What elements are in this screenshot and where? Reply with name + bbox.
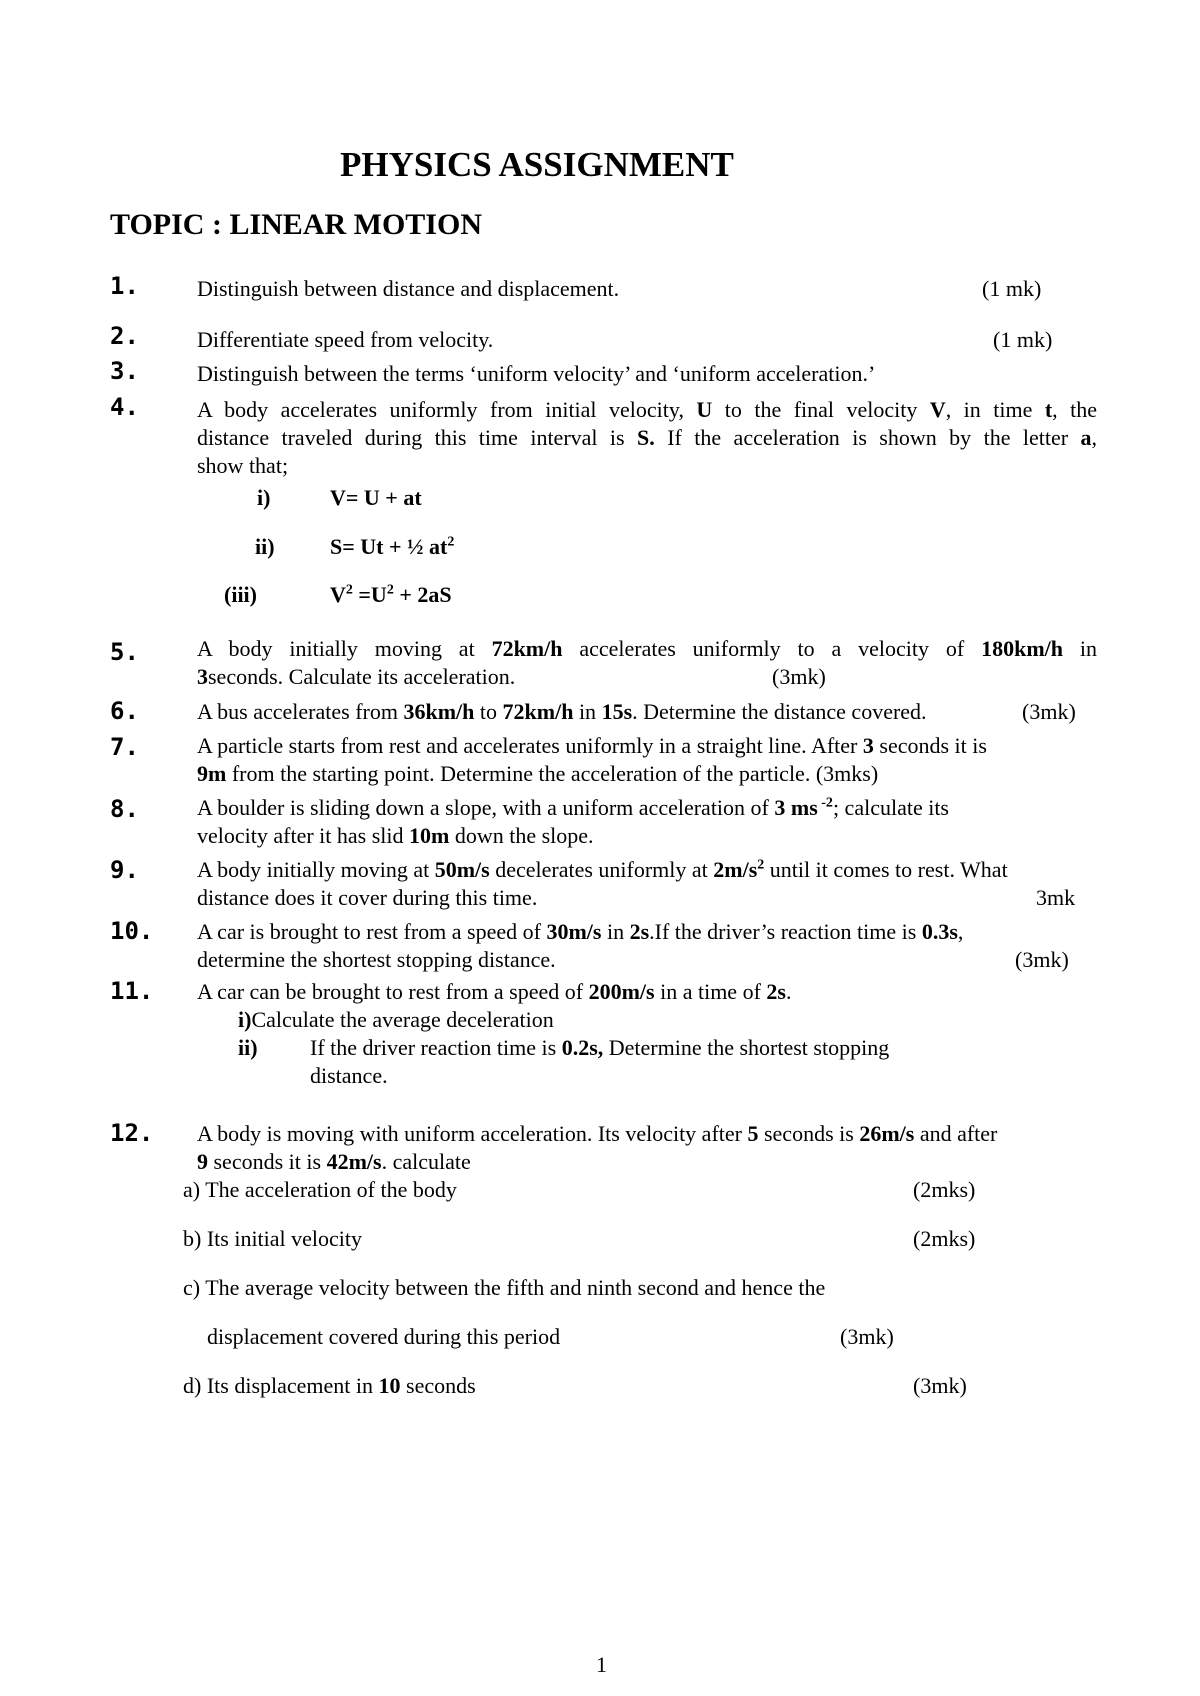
equation-3: $V^2 =U^2 + 2aS$ — [330, 582, 452, 607]
question-6-text: A bus accelerates from 36km/h to 72km/h in 15s. Determine the distance covered. — [197, 699, 927, 724]
equation-2: S= Ut + ½ $at^2$ — [330, 534, 455, 559]
equation-1: V= U + at — [330, 485, 422, 510]
question-9-line-2: distance does it cover during this time. — [197, 885, 538, 910]
question-5-number: 5. — [110, 638, 139, 666]
question-5-line-2: 3seconds. Calculate its acceleration. — [197, 664, 516, 689]
question-7-line-2: 9m from the starting point. Determine the acceleration of the particle. (3mks) — [197, 761, 879, 786]
question-11-number: 11. — [110, 977, 154, 1005]
page-number: 1 — [596, 1652, 607, 1677]
page-title: PHYSICS ASSIGNMENT — [340, 145, 734, 184]
question-12-part-c-mark: (3mk) — [840, 1324, 894, 1349]
question-8-line-1: A boulder is sliding down a slope, with a uniform acceleration of 3 ms $^{-2}$; calculate its — [197, 795, 949, 820]
question-3-number: 3. — [110, 357, 139, 385]
question-11-part-ii: If the driver reaction time is 0.2s, Determine the shortest stopping — [310, 1035, 890, 1060]
question-12-part-d-mark: (3mk) — [913, 1373, 967, 1398]
question-4-line-2: distance traveled during this time interval is S. If the acceleration is shown by the letter a, — [197, 425, 1097, 450]
topic-heading: TOPIC : LINEAR MOTION — [110, 208, 482, 241]
question-12-part-b-mark: (2mks) — [913, 1226, 976, 1251]
question-12-part-a: a) The acceleration of the body — [183, 1177, 457, 1202]
question-3-text: Distinguish between the terms ‘uniform velocity’ and ‘uniform acceleration.’ — [197, 361, 876, 386]
question-4-line-1: A body accelerates uniformly from initial velocity, U to the final velocity V, in time t, the — [197, 397, 1097, 422]
equation-1-label: i) — [257, 485, 271, 510]
question-9-number: 9. — [110, 856, 139, 884]
question-6-mark: (3mk) — [1022, 699, 1076, 724]
question-9-mark: 3mk — [1036, 885, 1076, 910]
question-5-mark: (3mk) — [772, 664, 826, 689]
question-2-number: 2. — [110, 322, 139, 350]
question-4-line-3: show that; — [197, 453, 289, 478]
question-10-line-1: A car is brought to rest from a speed of 30m/s in 2s.If the driver’s reaction time is 0.3s, — [197, 919, 964, 944]
question-12-part-a-mark: (2mks) — [913, 1177, 976, 1202]
question-1-text: Distinguish between distance and displacement. — [197, 276, 620, 301]
question-7-number: 7. — [110, 733, 139, 761]
question-11-part-ii-cont: distance. — [310, 1063, 388, 1088]
question-8-number: 8. — [110, 795, 139, 823]
question-11-line-1: A car can be brought to rest from a speed of 200m/s in a time of 2s. — [197, 979, 792, 1004]
equation-3-label: (iii) — [224, 582, 257, 607]
question-12-part-c-cont: displacement covered during this period — [207, 1324, 561, 1349]
question-5-line-1: A body initially moving at 72km/h accelerates uniformly to a velocity of 180km/h in — [197, 636, 1097, 661]
question-11-part-i: i)Calculate the average deceleration — [238, 1007, 554, 1032]
question-1-mark: (1 mk) — [982, 276, 1042, 301]
question-9-line-1: A body initially moving at 50m/s decelerates uniformly at $2m/s^2$ until it comes to rest. What — [197, 857, 1008, 882]
question-8-line-2: velocity after it has slid 10m down the slope. — [197, 823, 594, 848]
question-7-line-1: A particle starts from rest and accelerates uniformly in a straight line. After 3 seconds it is — [197, 733, 987, 758]
question-11-part-ii-label: ii) — [238, 1035, 258, 1060]
question-10-line-2: determine the shortest stopping distance. — [197, 947, 556, 972]
question-12-part-d: d) Its displacement in 10 seconds — [183, 1373, 476, 1398]
question-6-number: 6. — [110, 697, 139, 725]
question-4-number: 4. — [110, 393, 139, 421]
question-12-part-b: b) Its initial velocity — [183, 1226, 363, 1251]
question-12-part-c: c) The average velocity between the fifth and ninth second and hence the — [183, 1275, 826, 1300]
question-12-line-1: A body is moving with uniform acceleration. Its velocity after 5 seconds is 26m/s and after — [197, 1121, 998, 1146]
equation-2-label: ii) — [255, 534, 275, 559]
question-10-number: 10. — [110, 917, 154, 945]
question-12-number: 12. — [110, 1119, 154, 1147]
question-10-mark: (3mk) — [1015, 947, 1069, 972]
question-12-line-2: 9 seconds it is 42m/s. calculate — [197, 1149, 471, 1174]
question-2-text: Differentiate speed from velocity. — [197, 327, 494, 352]
question-1-number: 1. — [110, 272, 139, 300]
question-2-mark: (1 mk) — [993, 327, 1053, 352]
